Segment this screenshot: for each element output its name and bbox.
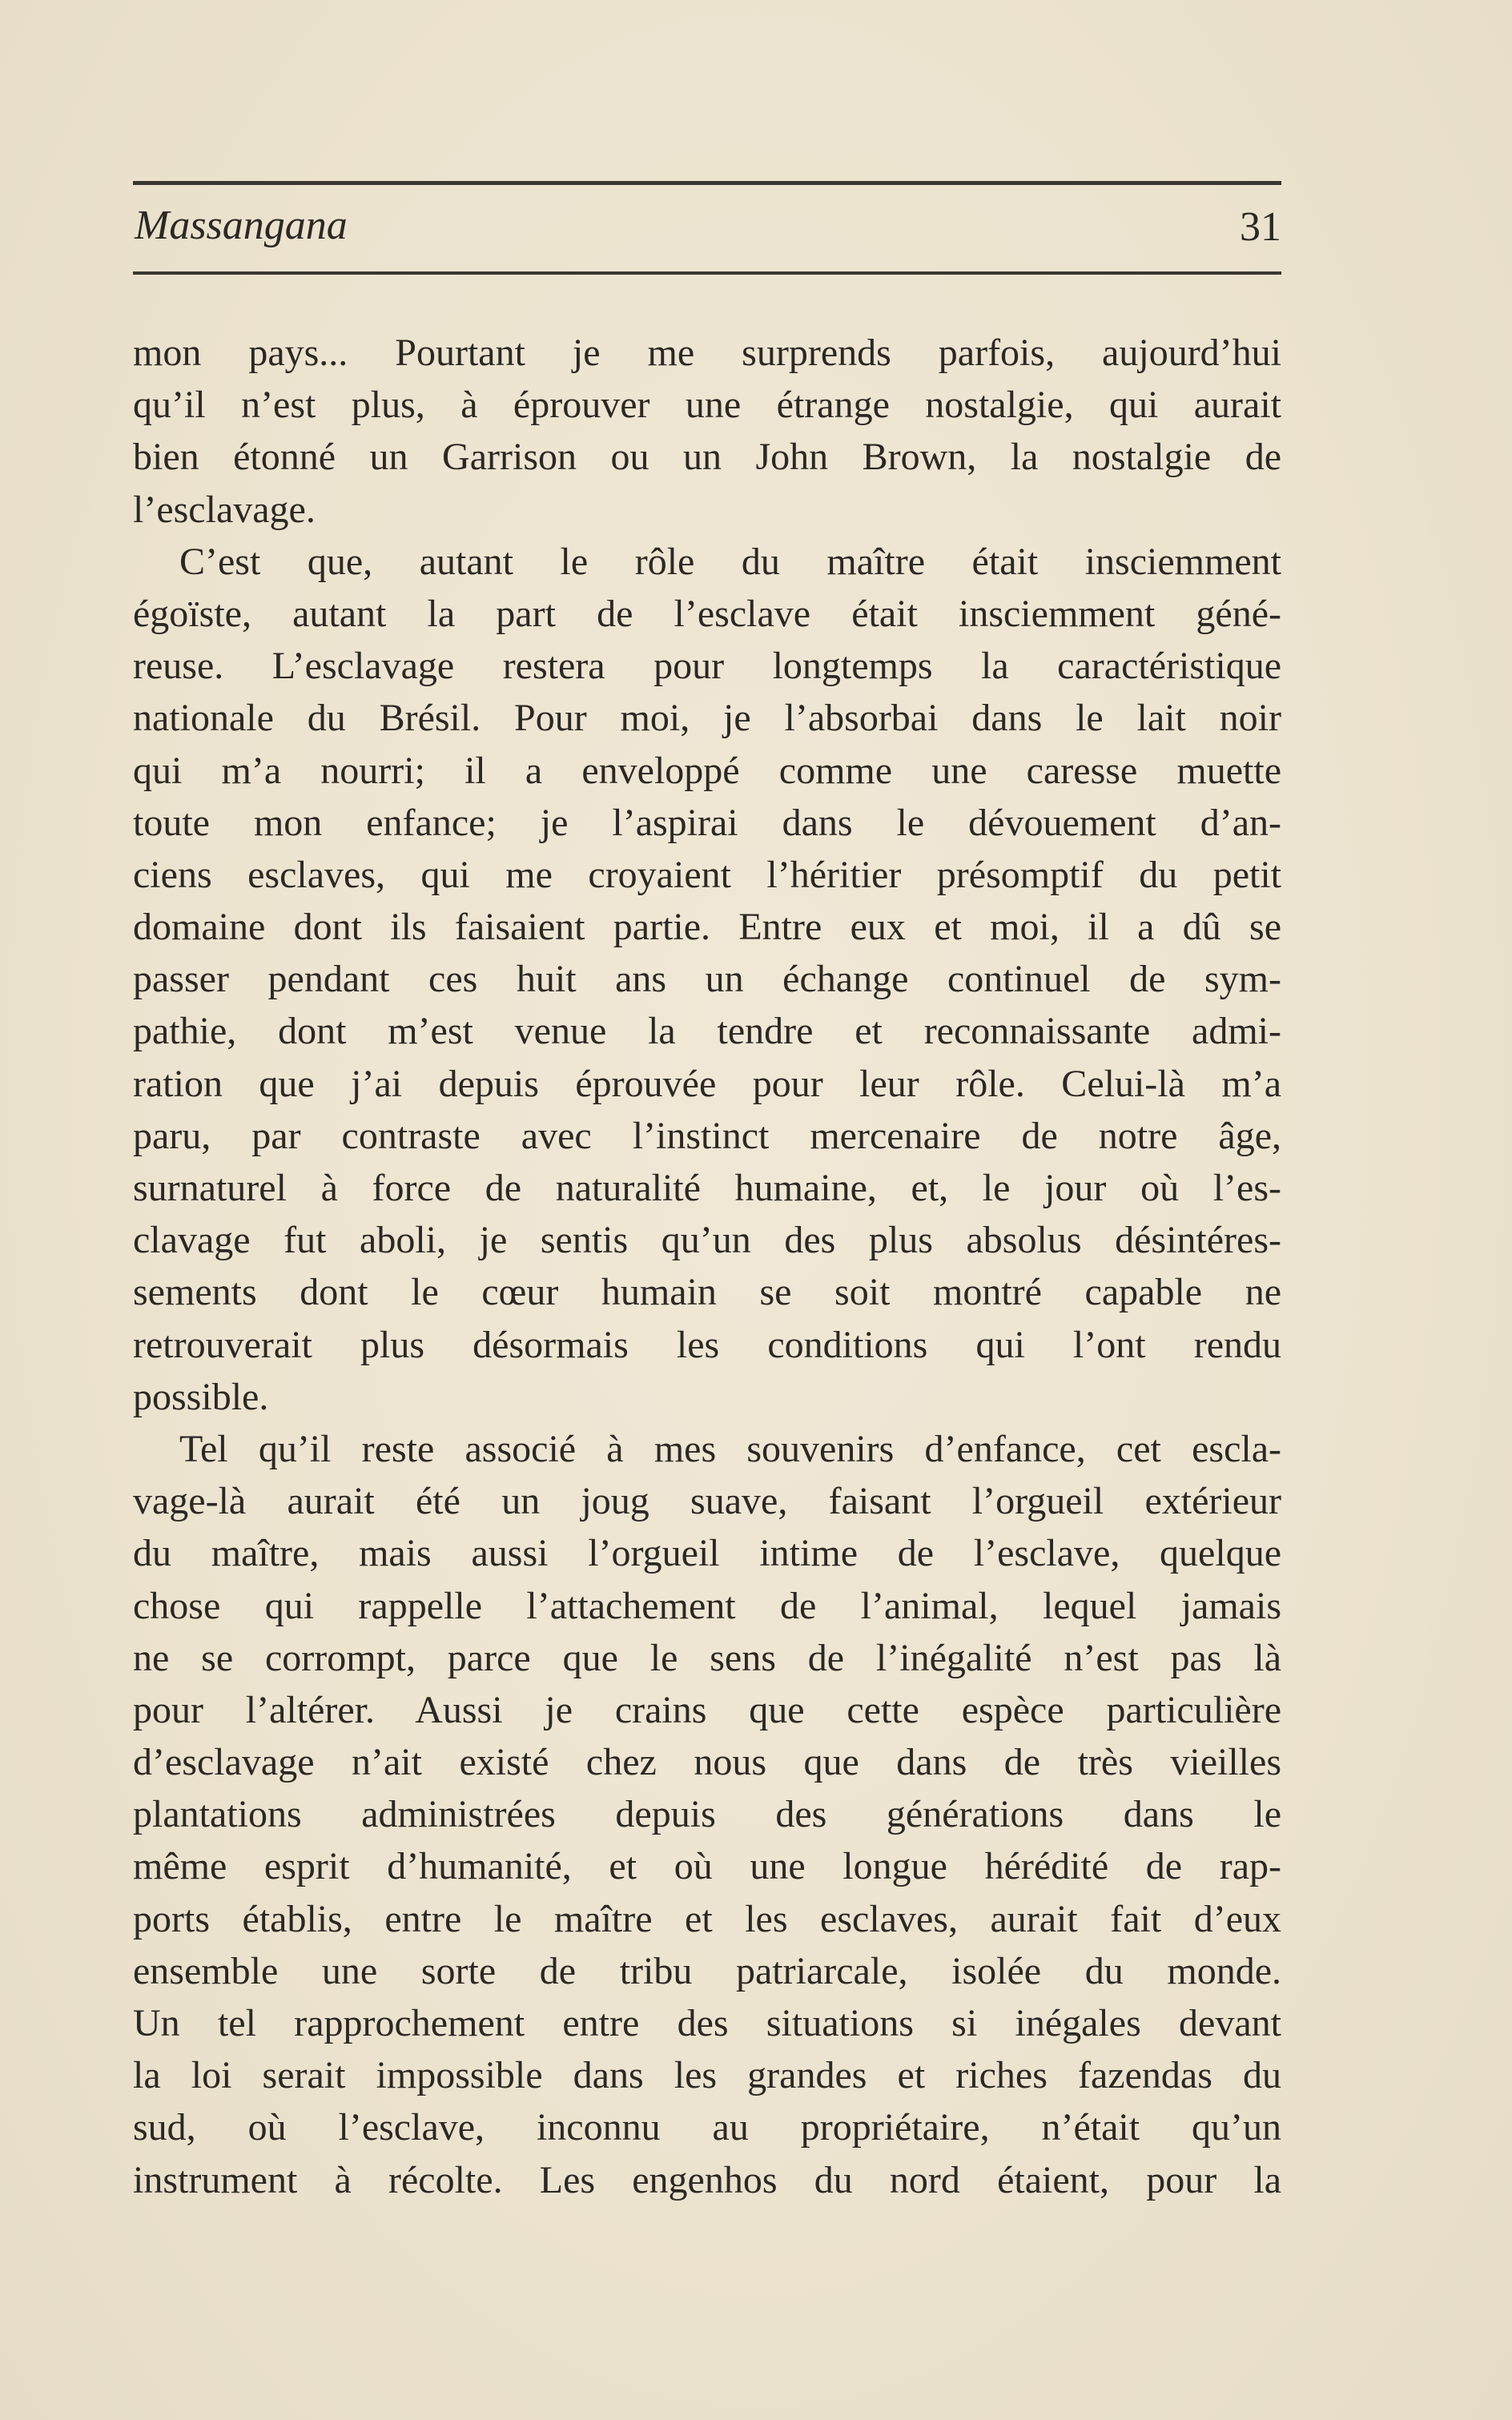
text-line: ne se corrompt, parce que le sens de l’inégalité n’est pas là [133, 1636, 1281, 1679]
text-line: vage-là aurait été un joug suave, faisant l’orgueil extérieur [133, 1480, 1281, 1523]
text-line: qu’il n’est plus, à éprouver une étrange nostalgie, qui aurait [133, 384, 1281, 427]
text-line: même esprit d’humanité, et où une longue hérédité de rap- [133, 1845, 1281, 1888]
text-line: ports établis, entre le maître et les esclaves, aurait fait d’eux [133, 1897, 1281, 1940]
text-line: Un tel rapprochement entre des situations si inégales devant [133, 2002, 1281, 2044]
text-line: ensemble une sorte de tribu patriarcale, isolée du monde. [133, 1949, 1281, 1992]
text-line: clavage fut aboli, je sentis qu’un des plus absolus désintéres- [133, 1219, 1281, 1262]
header-bottom-rule [133, 271, 1281, 275]
text-line: plantations administrées depuis des générations dans le [133, 1793, 1281, 1836]
text-line: sements dont le cœur humain se soit montré capable ne [133, 1271, 1281, 1314]
text-line: ciens esclaves, qui me croyaient l’héritier présomptif du petit [133, 853, 1281, 896]
paragraph-first-line: Tel qu’il reste associé à mes souvenirs d’enfance, cet escla- [179, 1427, 1281, 1470]
text-line: chose qui rappelle l’attachement de l’animal, lequel jamais [133, 1584, 1281, 1627]
text-line: d’esclavage n’ait existé chez nous que dans de très vieilles [133, 1741, 1281, 1784]
header-top-rule [133, 181, 1281, 185]
text-line: la loi serait impossible dans les grandes et riches fazendas du [133, 2054, 1281, 2097]
text-line: reuse. L’esclavage restera pour longtemps la caractéristique [133, 645, 1281, 688]
text-line: mon pays... Pourtant je me surprends parfois, aujourd’hui [133, 332, 1281, 374]
text-line: possible. [133, 1375, 269, 1418]
text-line: égoïste, autant la part de l’esclave était insciemment géné- [133, 592, 1281, 635]
text-line: sud, où l’esclave, inconnu au propriétaire, n’était qu’un [133, 2106, 1281, 2149]
text-line: surnaturel à force de naturalité humaine, et, le jour où l’es- [133, 1167, 1281, 1209]
text-line: paru, par contraste avec l’instinct mercenaire de notre âge, [133, 1114, 1281, 1157]
text-line: ration que j’ai depuis éprouvée pour leur rôle. Celui-là m’a [133, 1062, 1281, 1105]
text-line: passer pendant ces huit ans un échange continuel de sym- [133, 958, 1281, 1001]
body-text [133, 327, 1281, 2206]
text-line: pour l’altérer. Aussi je crains que cette espèce particulière [133, 1688, 1281, 1731]
text-line: retrouverait plus désormais les conditions qui l’ont rendu [133, 1323, 1281, 1366]
running-title: Massangana [135, 203, 348, 248]
text-line: bien étonné un Garrison ou un John Brown, la nostalgie de [133, 436, 1281, 479]
text-line: du maître, mais aussi l’orgueil intime de l’esclave, quelque [133, 1532, 1281, 1575]
text-line: domaine dont ils faisaient partie. Entre eux et moi, il a dû se [133, 906, 1281, 949]
paragraph-first-line: C’est que, autant le rôle du maître était insciemment [179, 540, 1281, 583]
text-line: l’esclavage. [133, 488, 316, 531]
text-line: toute mon enfance; je l’aspirai dans le dévouement d’an- [133, 801, 1281, 844]
text-line: instrument à récolte. Les engenhos du nord étaient, pour la [133, 2158, 1281, 2201]
page-number: 31 [1240, 204, 1281, 250]
text-line: qui m’a nourri; il a enveloppé comme une caresse muette [133, 749, 1281, 792]
text-line: pathie, dont m’est venue la tendre et reconnaissante admi- [133, 1010, 1281, 1053]
text-line: nationale du Brésil. Pour moi, je l’absorbai dans le lait noir [133, 697, 1281, 740]
